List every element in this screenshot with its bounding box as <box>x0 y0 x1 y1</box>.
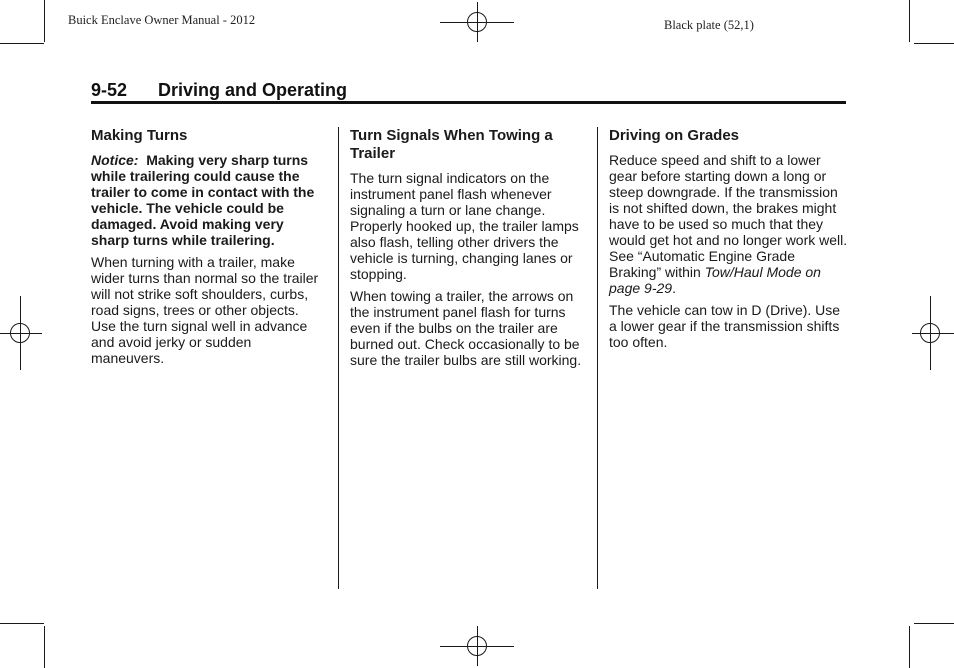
paragraph-end: . <box>672 280 676 296</box>
crop-mark <box>44 0 45 42</box>
header-rule <box>91 101 846 104</box>
paragraph-text: Reduce speed and shift to a lower gear before starting down a long or steep downgrade. If the transmission is not shifted down, the brakes might have to be used so much that they would get hot and no longer work well. See “Automatic Engine Grade Braking” within <box>609 152 848 280</box>
heading-driving-on-grades: Driving on Grades <box>609 127 740 144</box>
notice-label: Notice: <box>91 152 139 168</box>
crop-mark <box>914 43 954 44</box>
crop-mark <box>44 626 45 668</box>
crop-mark <box>909 0 910 42</box>
crop-mark <box>909 626 910 668</box>
crop-mark <box>0 43 44 44</box>
section-header <box>91 80 846 102</box>
registration-mark-right <box>910 296 954 370</box>
body-paragraph: When towing a trailer, the arrows on the instrument panel flash for turns even if the bulbs on the trailer are burned out. Check occasionally to be sure the trailer bulbs are still working. <box>350 288 582 368</box>
notice-paragraph <box>91 152 323 248</box>
notice-text: Making very sharp turns while trailering could cause the trailer to come in contact with the vehicle. The vehicle could be damaged. Avoid making very sharp turns while trailering. <box>91 152 315 248</box>
body-paragraph <box>609 152 849 296</box>
body-paragraph: The vehicle can tow in D (Drive). Use a lower gear if the transmission shifts too often. <box>609 302 841 350</box>
registration-mark-top <box>440 2 514 42</box>
page-number: 9-52 <box>91 80 128 100</box>
page-reference-link[interactable]: Tow/Haul Mode on page 9-29 <box>609 264 821 296</box>
body-paragraph: When turning with a trailer, make wider turns than normal so the trailer will not strike soft shoulders, curbs, road signs, trees or other objects. Use the turn signal well in advance and avoid jerky or sudden maneuvers. <box>91 254 319 366</box>
crop-mark <box>914 623 954 624</box>
registration-mark-left <box>0 296 44 370</box>
heading-turn-signals: Turn Signals When Towing a Trailer <box>350 127 553 162</box>
running-header-plate: Black plate (52,1) <box>664 18 754 32</box>
column-divider <box>597 127 598 589</box>
heading-making-turns: Making Turns <box>91 127 188 144</box>
running-header-title: Buick Enclave Owner Manual - 2012 <box>68 13 256 27</box>
column-divider <box>338 127 339 589</box>
crop-mark <box>0 623 44 624</box>
column-making-turns <box>91 127 323 372</box>
registration-mark-bottom <box>440 626 514 666</box>
section-title: Driving and Operating <box>158 80 348 100</box>
body-paragraph: The turn signal indicators on the instrument panel flash whenever signaling a turn or lane change. Properly hooked up, the trailer lamps also flash, telling other drivers the vehicle is turning, changing lanes or stopping. <box>350 170 579 282</box>
column-turn-signals <box>350 127 582 374</box>
column-driving-on-grades <box>609 127 849 356</box>
